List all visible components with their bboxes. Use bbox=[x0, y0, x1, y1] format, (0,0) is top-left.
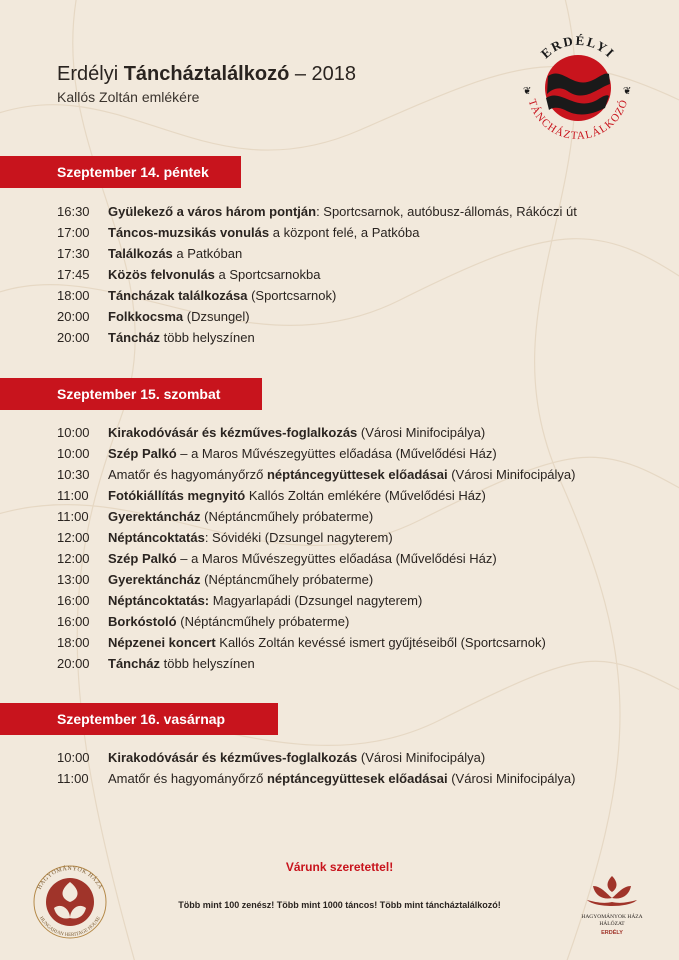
event-row bbox=[57, 422, 575, 443]
welcome-message: Várunk szeretettel! bbox=[285, 860, 394, 874]
event-pre: Amatőr és hagyományőrző bbox=[108, 771, 267, 786]
event-details: Magyarlapádi (Dzsungel nagyterem) bbox=[209, 593, 423, 608]
day-banner-sunday: Szeptember 16. vasárnap bbox=[0, 703, 278, 735]
event-time: 20:00 bbox=[57, 330, 90, 345]
event-time: 16:30 bbox=[57, 204, 90, 219]
event-title: Gyülekező a város három pontján bbox=[108, 204, 317, 219]
title-suffix: – 2018 bbox=[289, 63, 357, 85]
event-title: Táncház bbox=[108, 656, 161, 671]
event-title: Gyerektáncház bbox=[108, 509, 201, 524]
right-logo-line2: HÁLÓZAT bbox=[599, 921, 625, 927]
event-time: 11:00 bbox=[57, 771, 89, 786]
page-title bbox=[57, 62, 356, 86]
event-row bbox=[57, 590, 575, 611]
event-row bbox=[57, 506, 575, 527]
event-title: néptáncegyüttesek előadásai bbox=[266, 467, 448, 482]
event-title: Táncházak találkozása bbox=[108, 288, 248, 303]
event-title: Találkozás bbox=[108, 246, 173, 261]
event-details: (Sportcsarnok) bbox=[247, 288, 337, 303]
event-row bbox=[57, 747, 575, 768]
event-details: (Városi Minifocipálya) bbox=[447, 467, 576, 482]
event-row bbox=[57, 632, 575, 653]
right-logo-line1: HAGYOMÁNYOK HÁZA bbox=[581, 914, 643, 920]
event-row bbox=[57, 569, 575, 590]
page-subtitle: Kallós Zoltán emlékére bbox=[57, 89, 200, 105]
event-title: Néptáncoktatás: bbox=[108, 593, 210, 608]
left-logo-bottom-text: HUNGARIAN HERITAGE HOUSE bbox=[38, 916, 102, 939]
event-details: a Patkóban bbox=[172, 246, 243, 261]
event-row bbox=[57, 768, 575, 789]
event-title: Népzenei koncert bbox=[108, 635, 216, 650]
event-time: 16:00 bbox=[57, 614, 90, 629]
title-prefix: Erdélyi bbox=[57, 63, 124, 85]
hagyomanyok-haza-logo bbox=[30, 862, 110, 942]
event-details: több helyszínen bbox=[160, 656, 255, 671]
event-title: Szép Palkó bbox=[108, 551, 177, 566]
event-pre: Amatőr és hagyományőrző bbox=[108, 467, 267, 482]
event-title: Szép Palkó bbox=[108, 446, 177, 461]
event-list-friday bbox=[57, 201, 577, 348]
event-list-saturday bbox=[57, 422, 575, 674]
event-time: 11:00 bbox=[57, 488, 89, 503]
event-title: Borkóstoló bbox=[108, 614, 177, 629]
event-row bbox=[57, 527, 575, 548]
event-details: Kallós Zoltán emlékére (Művelődési Ház) bbox=[245, 488, 486, 503]
event-title: Néptáncoktatás bbox=[108, 530, 205, 545]
event-time: 10:00 bbox=[57, 750, 90, 765]
event-details: a Sportcsarnokba bbox=[214, 267, 321, 282]
event-time: 20:00 bbox=[57, 309, 90, 324]
event-time: 16:00 bbox=[57, 593, 90, 608]
event-time: 18:00 bbox=[57, 635, 90, 650]
event-row bbox=[57, 243, 577, 264]
poster-header bbox=[57, 62, 356, 105]
erdelyi-tanchaztalalkozo-logo bbox=[513, 28, 643, 146]
title-bold: Táncháztalálkozó bbox=[123, 63, 290, 85]
event-title: Kirakodóvásár és kézműves-foglalkozás bbox=[108, 750, 358, 765]
event-title: Közös felvonulás bbox=[108, 267, 215, 282]
event-list-sunday bbox=[57, 747, 575, 789]
event-details: (Városi Minifocipálya) bbox=[447, 771, 576, 786]
event-row bbox=[57, 201, 577, 222]
event-row bbox=[57, 222, 577, 243]
event-row bbox=[57, 464, 575, 485]
event-details: Kallós Zoltán kevéssé ismert gyűjtéseiből (Sportcsarnok) bbox=[215, 635, 546, 650]
event-row bbox=[57, 653, 575, 674]
event-details: több helyszínen bbox=[160, 330, 255, 345]
event-details: (Néptáncműhely próbaterme) bbox=[200, 509, 374, 524]
event-details: (Városi Minifocipálya) bbox=[357, 425, 486, 440]
logo-bottom-text: TÁNCHÁZTALÁLKOZÓ bbox=[525, 97, 631, 143]
event-details: (Néptáncműhely próbaterme) bbox=[176, 614, 350, 629]
tagline: Több mint 100 zenész! Több mint 1000 táncos! Több mint táncháztalálkozó! bbox=[178, 900, 501, 910]
event-time: 10:30 bbox=[57, 467, 90, 482]
event-time: 18:00 bbox=[57, 288, 90, 303]
event-time: 13:00 bbox=[57, 572, 90, 587]
event-details: : Sportcsarnok, autóbusz-állomás, Rákóczi út bbox=[316, 204, 577, 219]
event-details: : Sóvidéki (Dzsungel nagyterem) bbox=[204, 530, 393, 545]
event-time: 17:00 bbox=[57, 225, 90, 240]
day-banner-saturday: Szeptember 15. szombat bbox=[0, 378, 262, 410]
event-details: a központ felé, a Patkóba bbox=[269, 225, 420, 240]
logo-top-text: ERDÉLYI bbox=[537, 32, 619, 62]
event-time: 17:45 bbox=[57, 267, 90, 282]
event-row bbox=[57, 264, 577, 285]
event-title: Kirakodóvásár és kézműves-foglalkozás bbox=[108, 425, 358, 440]
event-row bbox=[57, 285, 577, 306]
event-title: Táncos-muzsikás vonulás bbox=[108, 225, 270, 240]
event-details: (Városi Minifocipálya) bbox=[357, 750, 486, 765]
event-row bbox=[57, 485, 575, 506]
event-time: 10:00 bbox=[57, 425, 90, 440]
event-time: 20:00 bbox=[57, 656, 90, 671]
event-details: – a Maros Művészegyüttes előadása (Művelődési Ház) bbox=[176, 551, 497, 566]
event-title: Fotókiállítás megnyitó bbox=[108, 488, 246, 503]
event-title: Táncház bbox=[108, 330, 161, 345]
event-time: 12:00 bbox=[57, 530, 90, 545]
event-details: (Néptáncműhely próbaterme) bbox=[200, 572, 374, 587]
event-time: 10:00 bbox=[57, 446, 90, 461]
event-row bbox=[57, 548, 575, 569]
event-details: – a Maros Művészegyüttes előadása (Művelődési Ház) bbox=[176, 446, 497, 461]
day-banner-friday: Szeptember 14. péntek bbox=[0, 156, 241, 188]
event-title: néptáncegyüttesek előadásai bbox=[266, 771, 448, 786]
event-title: Folkkocsma bbox=[108, 309, 184, 324]
svg-text:❦: ❦ bbox=[623, 86, 632, 97]
svg-text:❦: ❦ bbox=[523, 86, 532, 97]
left-logo-top-text: HAGYOMÁNYOK HÁZA bbox=[36, 865, 104, 891]
event-details: (Dzsungel) bbox=[183, 309, 250, 324]
event-row bbox=[57, 443, 575, 464]
event-row bbox=[57, 611, 575, 632]
event-time: 11:00 bbox=[57, 509, 89, 524]
event-title: Gyerektáncház bbox=[108, 572, 201, 587]
right-logo-line3: ERDÉLY bbox=[601, 930, 623, 936]
hagyomanyok-haza-halozat-logo bbox=[573, 872, 651, 938]
event-row bbox=[57, 327, 577, 348]
event-time: 12:00 bbox=[57, 551, 90, 566]
event-row bbox=[57, 306, 577, 327]
event-time: 17:30 bbox=[57, 246, 90, 261]
